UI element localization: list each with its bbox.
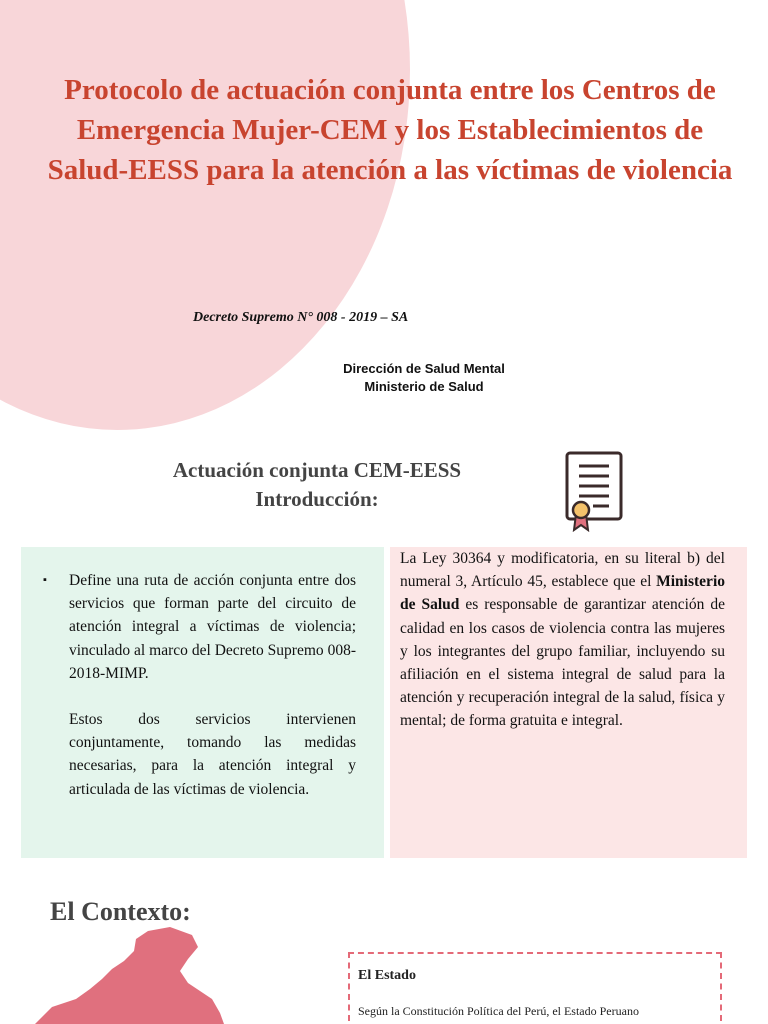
estado-card bbox=[348, 952, 722, 1024]
intro-paragraph-2: Estos dos servicios intervienen conjuntamente, tomando las medidas necesarias, para la atención integral y articulada de las víctimas de violencia. bbox=[69, 711, 356, 798]
intro-paragraph-1: Define una ruta de acción conjunta entre dos servicios que forman parte del circuito de atención integral a víctimas de violencia; vinculado al marco del Decreto Supremo 008-2018-MIMP. bbox=[69, 572, 356, 682]
estado-text: Según la Constitución Política del Perú, el Estado Peruano bbox=[358, 1004, 639, 1018]
section-heading-line2: Introducción: bbox=[255, 487, 379, 511]
peru-map-shape bbox=[20, 925, 230, 1024]
law-text-start: La Ley 30364 y modificatoria, en su literal b) del numeral 3, Artículo 45, establece que el bbox=[400, 550, 725, 591]
bullet-marker: ▪ bbox=[43, 574, 47, 586]
law-text-ministry: Ministerio de Salud bbox=[400, 573, 725, 614]
ministry-name: Ministerio de Salud bbox=[364, 379, 484, 394]
decree-reference: Decreto Supremo N° 008 - 2019 – SA bbox=[193, 310, 409, 325]
introduction-left-panel bbox=[21, 547, 384, 858]
certificate-document-icon bbox=[563, 450, 625, 532]
law-paragraph bbox=[400, 547, 725, 733]
context-heading: El Contexto: bbox=[50, 897, 191, 926]
section-heading bbox=[117, 456, 517, 514]
introduction-right-panel bbox=[390, 547, 747, 858]
estado-title: El Estado bbox=[358, 968, 416, 983]
department-name: Dirección de Salud Mental bbox=[343, 361, 505, 376]
law-text-end: es responsable de garantizar atención de calidad en los casos de violencia contra las mujeres y los integrantes del grupo familiar, incluyendo su afiliación en el sistema integral de salud para la atención y recuperación integral de la salud, física y mental; de forma gratuita e integral. bbox=[400, 596, 725, 730]
section-heading-line1: Actuación conjunta CEM-EESS bbox=[172, 458, 462, 482]
document-title: Protocolo de actuación conjunta entre los Centros de Emergencia Mujer-CEM y los Establecimientos de Salud-EESS para la atención a las víctimas de violencia bbox=[47, 74, 733, 186]
department-block bbox=[324, 360, 524, 396]
